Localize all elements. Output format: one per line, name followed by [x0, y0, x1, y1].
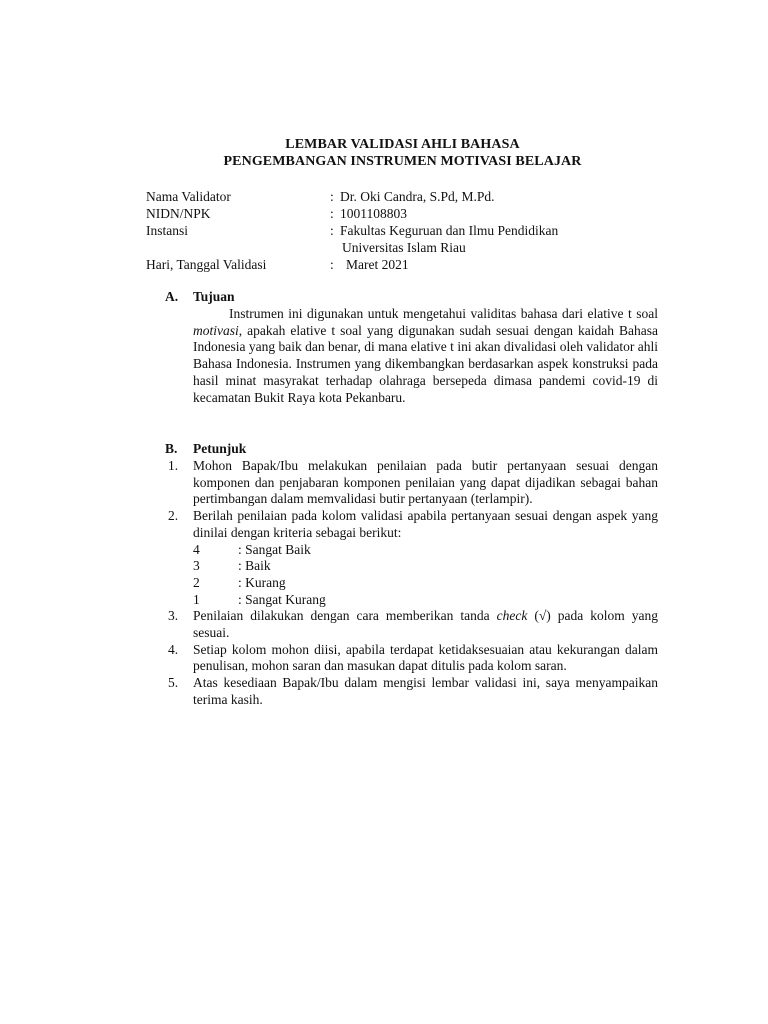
info-colon: :: [330, 257, 334, 272]
list-item: [168, 642, 658, 675]
criteria-score: 3: [193, 558, 200, 574]
info-value-instansi-1: Fakultas Keguruan dan Ilmu Pendidikan: [340, 223, 559, 238]
list-item-text-italic: check: [496, 608, 528, 624]
criteria-label: : Kurang: [238, 574, 286, 590]
list-item-text: Atas kesediaan Bapak/Ibu dalam mengisi lembar validasi ini, saya menyampaikan terima kasih.: [193, 675, 658, 707]
criteria-row: [193, 592, 658, 609]
info-label-nidn: NIDN/NPK: [146, 206, 211, 221]
instruction-list: [168, 458, 658, 708]
list-item-number: 2.: [168, 508, 179, 524]
info-colon: :: [330, 223, 334, 238]
criteria-list: [193, 542, 658, 609]
list-item: [168, 608, 658, 641]
list-item-text: Setiap kolom mohon diisi, apabila terdapat ketidaksesuaian atau kekurangan dalam penulisan, mohon saran dan masukan dapat ditulis pada kolom saran.: [193, 641, 658, 674]
section-a-text-2: , apakah elative t soal yang digunakan sudah sesuai dengan kaidah Bahasa Indonesia yang baik dan benar, di mana elative t ini akan divalidasi oleh validator ahli Bahasa Indonesia. Instrumen yang dikembangkan berdasarkan aspek konstruksi pada hasil minat masyrakat terhadap olahraga bersepeda dimasa pandemi covid-19 di kecamatan Bukit Raya kota Pekanbaru.: [193, 322, 658, 405]
info-value-instansi-2: Universitas Islam Riau: [342, 240, 466, 255]
section-a-paragraph: [193, 306, 658, 406]
document-title: LEMBAR VALIDASI AHLI BAHASA: [285, 137, 520, 152]
list-item-text: Mohon Bapak/Ibu melakukan penilaian pada butir pertanyaan sesuai dengan komponen dan penjabaran komponen penilaian yang dapat dijadikan sebagai bahan pertimbangan dalam memvalidasi butir pertanyaan (terlampir).: [193, 458, 658, 507]
list-item-text-2: (√) pada kolom yang sesuai.: [193, 608, 658, 640]
section-a-title: Tujuan: [193, 289, 235, 304]
list-item: [168, 508, 658, 608]
list-item: [168, 458, 658, 508]
list-item-text: Berilah penilaian pada kolom validasi apabila pertanyaan sesuai dengan aspek yang dinilai dengan kriteria sebagai berikut:: [193, 508, 658, 540]
list-item-number: 3.: [168, 608, 179, 624]
list-item-number: 5.: [168, 675, 179, 691]
info-label-tanggal: Hari, Tanggal Validasi: [146, 257, 267, 272]
info-value-nama: Dr. Oki Candra, S.Pd, M.Pd.: [340, 189, 495, 204]
section-a-text-italic: motivasi: [193, 322, 239, 338]
info-label-instansi: Instansi: [146, 223, 188, 238]
criteria-score: 1: [193, 591, 200, 607]
criteria-label: : Sangat Kurang: [238, 591, 326, 607]
document-subtitle: PENGEMBANGAN INSTRUMEN MOTIVASI BELAJAR: [223, 154, 582, 169]
criteria-score: 2: [193, 574, 200, 590]
section-b-title: Petunjuk: [193, 441, 247, 456]
list-item-number: 1.: [168, 458, 179, 473]
info-colon: :: [330, 189, 334, 204]
criteria-score: 4: [193, 541, 200, 557]
info-label-nama: Nama Validator: [146, 189, 231, 204]
criteria-label: : Baik: [238, 558, 271, 574]
list-item-text-1: Penilaian dilakukan dengan cara memberikan tanda: [193, 608, 497, 624]
section-a-letter: A.: [165, 289, 179, 304]
info-value-tanggal: Maret 2021: [346, 257, 409, 272]
list-item-number: 4.: [168, 641, 179, 657]
criteria-row: [193, 575, 658, 592]
info-value-nidn: 1001108803: [340, 206, 407, 221]
criteria-row: [193, 558, 658, 575]
section-a-text-1: Instrumen ini digunakan untuk mengetahui validitas bahasa dari elative t soal: [229, 306, 658, 321]
info-colon: :: [330, 206, 334, 221]
list-item: [168, 675, 658, 708]
section-b-letter: B.: [165, 441, 178, 456]
criteria-row: [193, 542, 658, 559]
criteria-label: : Sangat Baik: [238, 541, 311, 557]
